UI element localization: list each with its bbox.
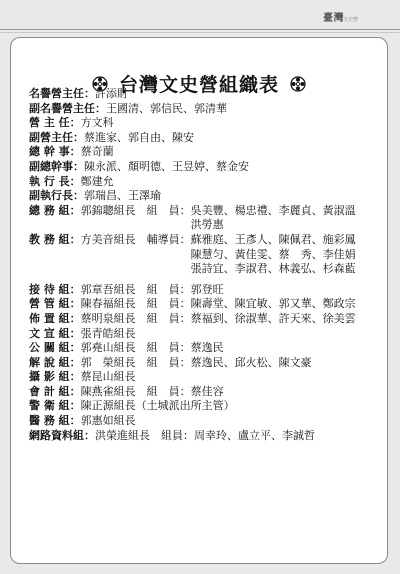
roster-row — [29, 160, 379, 175]
roster-value: 郭錦聰組長 組 員：吳美豐、楊忠禮、李麗貞、黃淑溫 — [80, 203, 356, 217]
roster-label: 公 關 組： — [29, 341, 81, 355]
roster-label: 攝 影 組： — [29, 370, 81, 384]
roster-label: 網路資料組： — [29, 428, 95, 442]
roster-label: 會 計 組： — [29, 384, 81, 398]
roster-label: 接 待 組： — [29, 282, 81, 296]
roster-label: 副執行長： — [29, 189, 84, 203]
page-title: 台灣文史營組織表 — [118, 74, 279, 96]
roster-label: 總 幹 事： — [29, 145, 81, 159]
roster-continuation — [29, 248, 379, 263]
roster-value-continued: 洪勞惠 — [190, 218, 224, 232]
roster-value: 蔡明泉組長 組 員：蔡福到、徐淑華、許天來、徐美雲 — [80, 311, 356, 325]
roster-label: 文 宣 組： — [29, 326, 81, 340]
roster-value: 陳燕雀組長 組 員：蔡佳容 — [80, 384, 224, 398]
roster-row — [29, 385, 379, 400]
roster-value: 方美音組長 輔導員：蘇雅庭、王彥人、陳佩君、施彩鳳 — [80, 232, 356, 246]
roster-value-continued: 張詩宜、李淑君、林義弘、杉森藍 — [190, 262, 356, 276]
roster-value: 王國清、郭信民、郭清華 — [106, 101, 227, 115]
roster-row — [29, 429, 379, 444]
roster-label: 執 行 長： — [29, 174, 81, 188]
roster-value: 郭 榮組長 組 員：蔡逸民、邱火松、陳文豪 — [80, 355, 312, 369]
roster-row — [29, 131, 379, 146]
header-rule — [0, 29, 400, 30]
roster-row — [29, 145, 379, 160]
roster-label: 副總幹事： — [29, 159, 84, 173]
roster-row — [29, 414, 379, 429]
roster-row — [29, 312, 379, 327]
roster-label: 名譽營主任： — [29, 87, 95, 100]
roster-value: 陳永派、顏明德、王昱婷、蔡金安 — [84, 159, 249, 173]
roster-row — [29, 189, 379, 204]
roster-value: 郭瑞昌、王澤瑜 — [84, 189, 161, 203]
roster-label: 總 務 組： — [29, 203, 81, 217]
roster-value: 洪榮進組長 組員：周幸玲、盧立平、李誠哲 — [95, 428, 315, 442]
roster-value: 蔡奇蘭 — [80, 145, 114, 159]
roster-label: 副營主任： — [29, 130, 84, 144]
roster-row — [29, 204, 379, 219]
roster-row — [29, 102, 379, 117]
roster-value: 方文科 — [80, 116, 114, 130]
roster-value: 蔡進家、郭自由、陳安 — [84, 130, 194, 144]
roster-label: 佈 置 組： — [29, 311, 81, 325]
header-logo-subtitle: 文史營 — [342, 17, 358, 23]
roster-value: 郭惠如組長 — [80, 414, 136, 428]
roster-row — [29, 87, 379, 102]
page-header — [0, 0, 400, 36]
roster-value: 許添財 — [95, 87, 128, 100]
roster-continuation — [29, 262, 379, 277]
roster-value: 陳正源組長（土城派出所主管） — [80, 399, 235, 413]
header-logo: 臺灣 — [323, 13, 344, 24]
header-rule-secondary — [0, 32, 400, 33]
roster-value: 郭堯山組長 組 員：蔡逸民 — [80, 341, 224, 355]
roster-row — [29, 283, 379, 298]
roster-label: 營 主 任： — [29, 116, 81, 130]
roster-row — [29, 370, 379, 385]
roster-row — [29, 297, 379, 312]
roster-value: 陳春福組長 組 員：陳壽堂、陳宜敏、郭又華、鄭政宗 — [80, 297, 356, 311]
roster-row — [29, 341, 379, 356]
roster-value: 張青皓組長 — [80, 326, 136, 340]
roster-row — [29, 356, 379, 371]
roster-value: 鄭建允 — [80, 174, 114, 188]
roster-row — [29, 399, 379, 414]
roster-row — [29, 175, 379, 190]
roster-value: 郭章吾組長 組 員：郭登旺 — [80, 282, 224, 296]
roster-row — [29, 116, 379, 131]
roster-continuation — [29, 218, 379, 233]
roster-label: 解 說 組： — [29, 355, 81, 369]
roster-label: 教 務 組： — [29, 232, 81, 246]
roster-row — [29, 233, 379, 248]
roster-label: 醫 務 組： — [29, 414, 81, 428]
roster-value-continued: 陳慧匀、黃佳雯、蔡 秀、李佳娟 — [190, 247, 356, 261]
roster-label: 營 管 組： — [29, 297, 81, 311]
organization-roster — [29, 87, 379, 443]
roster-label: 副名譽營主任： — [29, 101, 106, 115]
roster-value: 蔡昆山組長 — [80, 370, 136, 384]
roster-row — [29, 327, 379, 342]
roster-label: 警 衛 組： — [29, 399, 81, 413]
